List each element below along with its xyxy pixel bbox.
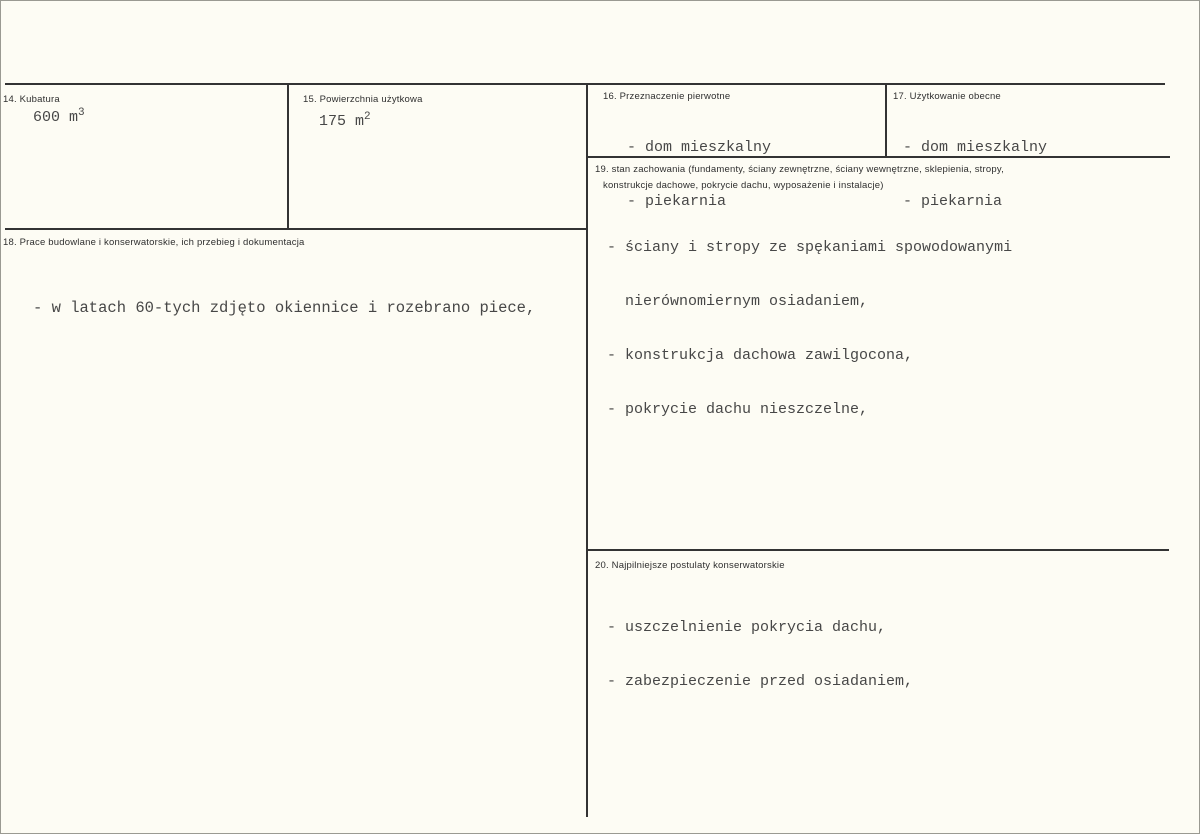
- field-14-value: 600 $m^3$: [33, 107, 85, 126]
- field-15-value: 175 $m^2$: [319, 111, 371, 130]
- list-item: - uszczelnienie pokrycia dachu,: [607, 619, 887, 636]
- field-16-label: 16. Przeznaczenie pierwotne: [603, 91, 731, 102]
- divider-16-17: [885, 85, 887, 157]
- field-14-label: 14. Kubatura: [3, 94, 60, 105]
- list-item: - ściany i stropy ze spękaniami spowodowanymi: [607, 239, 1013, 256]
- list-item: nierównomiernym osiadaniem,: [607, 293, 869, 310]
- list-item: - piekarnia: [627, 193, 727, 210]
- field-20-values: [607, 583, 913, 727]
- top-rule: [5, 83, 1165, 85]
- field-17-label: 17. Użytkowanie obecne: [893, 91, 1001, 102]
- field-19-values: [607, 203, 1012, 455]
- field-18-label: 18. Prace budowlane i konserwatorskie, ich przebieg i dokumentacja: [3, 237, 305, 248]
- rule-above-20: [588, 549, 1169, 551]
- list-item: - zabezpieczenie przed osiadaniem,: [607, 673, 914, 690]
- field-19-label-line2: konstrukcje dachowe, pokrycie dachu, wyposażenie i instalacje): [603, 180, 884, 191]
- list-item: - dom mieszkalny: [903, 139, 1048, 156]
- field-18-values: [33, 263, 535, 353]
- divider-14-15: [287, 85, 289, 229]
- field-19-label-line1: 19. stan zachowania (fundamenty, ściany zewnętrzne, ściany wewnętrzne, sklepienia, stropy,: [595, 164, 1004, 175]
- list-item: - pokrycie dachu nieszczelne,: [607, 401, 869, 418]
- list-item: - dom mieszkalny: [627, 139, 772, 156]
- field-20-label: 20. Najpilniejsze postulaty konserwatorskie: [595, 560, 785, 571]
- list-item: - konstrukcja dachowa zawilgocona,: [607, 347, 914, 364]
- list-item: - piekarnia: [903, 193, 1003, 210]
- field-15-label: 15. Powierzchnia użytkowa: [303, 94, 423, 105]
- list-item: - w latach 60-tych zdjęto okiennice i rozebrano piece,: [33, 299, 536, 317]
- center-divider: [586, 85, 588, 817]
- rule-under-14-15: [5, 228, 587, 230]
